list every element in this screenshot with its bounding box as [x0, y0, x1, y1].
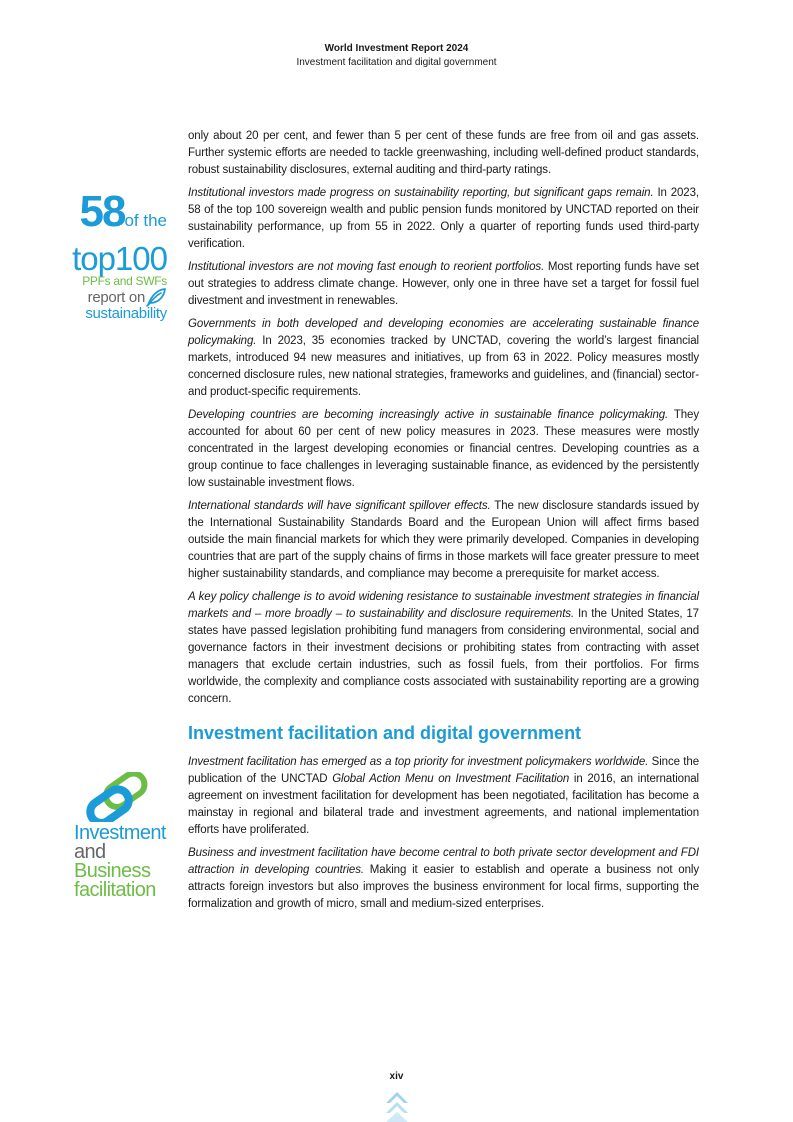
paragraph-lead: Institutional investors made progress on sustainability reporting, but significant gaps remain.	[188, 187, 654, 199]
callout-of-the: of the	[124, 211, 167, 230]
report-title: World Investment Report 2024	[324, 43, 469, 54]
paragraph: Developing countries are becoming increasingly active in sustainable finance policymaking. They accounted for about 60 per cent of new policy measures in 2023. These measures were mostly concentrated in the largest developing economies or financial centres. Developing countries as a group continue to face challenges in leveraging sustainable finance, as evidenced by the persistently low sustainable investment flows.	[188, 409, 699, 489]
paragraph: Business and investment facilitation have become central to both private sector development and FDI attraction in developing countries. Making it easier to establish and operate a business not only attracts foreign investors but also improves the business environment for local firms, supporting the formalization and growth of micro, small and medium-sized enterprises.	[188, 847, 699, 910]
paragraph: only about 20 per cent, and fewer than 5 per cent of these funds are free from oil and gas assets. Further systemic efforts are needed to tackle greenwashing, including well-defined product standards, robust sustainability disclosures, external auditing and third-party ratings.	[188, 130, 699, 176]
chapter-subtitle: Investment facilitation and digital government	[296, 57, 497, 68]
callout-word-and: and	[74, 841, 106, 863]
paragraph: A key policy challenge is to avoid widening resistance to sustainable investment strategies in financial markets and – more broadly – to sustainability and disclosure requirements. In the United States, 17 states have passed legislation prohibiting fund managers from considering environmental, social and governance factors in their investment decisions or prohibiting states from contracting with asset managers that exclude certain industries, such as fossil fuels, from their portfolios. For firms worldwide, the complexity and compliance costs associated with sustainability reporting are a growing concern.	[188, 591, 699, 705]
paragraph-lead: Business and investment facilitation have become central to both private sector development and FDI attraction in developing countries.	[188, 847, 699, 876]
callout-word-business: Business	[74, 860, 151, 882]
body-text	[188, 128, 699, 919]
callout-funds: PPFs and SWFs	[82, 274, 167, 288]
callout-sustainability: sustainability	[85, 305, 167, 322]
paragraph-lead: Investment facilitation has emerged as a top priority for investment policymakers worldwide.	[188, 756, 649, 768]
chevron-up-icon[interactable]	[384, 1090, 410, 1122]
paragraph: Governments in both developed and developing economies are accelerating sustainable finance policymaking. In 2023, 35 economies tracked by UNCTAD, covering the world’s largest financial markets, introduced 94 new measures and initiatives, up from 63 in 2022. Policy measures mostly concerned disclosure rules, new national strategies, frameworks and guidelines, and (financial) sector- and product-specific requirements.	[188, 318, 699, 398]
paragraph-lead: Institutional investors are not moving fast enough to reorient portfolios.	[188, 261, 545, 273]
paragraph: Institutional investors made progress on sustainability reporting, but significant gaps remain. In 2023, 58 of the top 100 sovereign wealth and public pension funds monitored by UNCTAD reported on their sustainability performance, up from 55 in 2022. Only a quarter of reporting funds used third-party verification.	[188, 187, 699, 250]
publication-title: Global Action Menu on Investment Facilitation	[332, 773, 570, 785]
paragraph-lead: Developing countries are becoming increasingly active in sustainable finance policymaking.	[188, 409, 669, 421]
paragraph: Institutional investors are not moving fast enough to reorient portfolios. Most reporting funds have set out strategies to address climate change. However, only one in three have set a target for fossil fuel divestment and investment in renewables.	[188, 261, 699, 307]
paragraph: Investment facilitation has emerged as a top priority for investment policymakers worldwide. Since the publication of the UNCTAD Global Action Menu on Investment Facilitation in 2016, an international agreement on investment facilitation for development has been negotiated, facilitation has become a mainstay in regional and bilateral trade and investment agreements, and national implementation efforts have proliferated.	[188, 756, 699, 836]
callout-word-facilitation: facilitation	[74, 879, 156, 901]
paragraph-lead: International standards will have significant spillover effects.	[188, 500, 491, 512]
callout-number: 58	[79, 187, 125, 236]
running-header	[0, 42, 793, 70]
chain-link-icon	[77, 772, 161, 822]
leaf-icon	[145, 287, 167, 307]
sustainability-callout	[72, 187, 167, 322]
paragraph: International standards will have significant spillover effects. The new disclosure standards issued by the International Sustainability Standards Board and the European Union will affect firms based outside the main financial markets for which they were primarily developed. Companies in developing countries that are part of the supply chains of firms in those markets will face greater pressure to meet higher sustainability standards, and compliance may become a prerequisite for market access.	[188, 500, 700, 580]
paragraph-lead: A key policy challenge is to avoid widening resistance to sustainable investment strategies in financial markets and – more broadly – to sustainability and disclosure requirements.	[188, 591, 699, 620]
paragraph-lead: Governments in both developed and developing economies are accelerating sustainable finance policymaking.	[188, 318, 699, 347]
callout-report-on: report on	[87, 289, 145, 306]
callout-word-investment: Investment	[74, 822, 166, 844]
callout-top100: top100	[72, 240, 167, 277]
section-heading: Investment facilitation and digital government	[188, 723, 582, 743]
facilitation-callout	[74, 772, 174, 900]
page-number: xiv	[389, 1071, 404, 1082]
